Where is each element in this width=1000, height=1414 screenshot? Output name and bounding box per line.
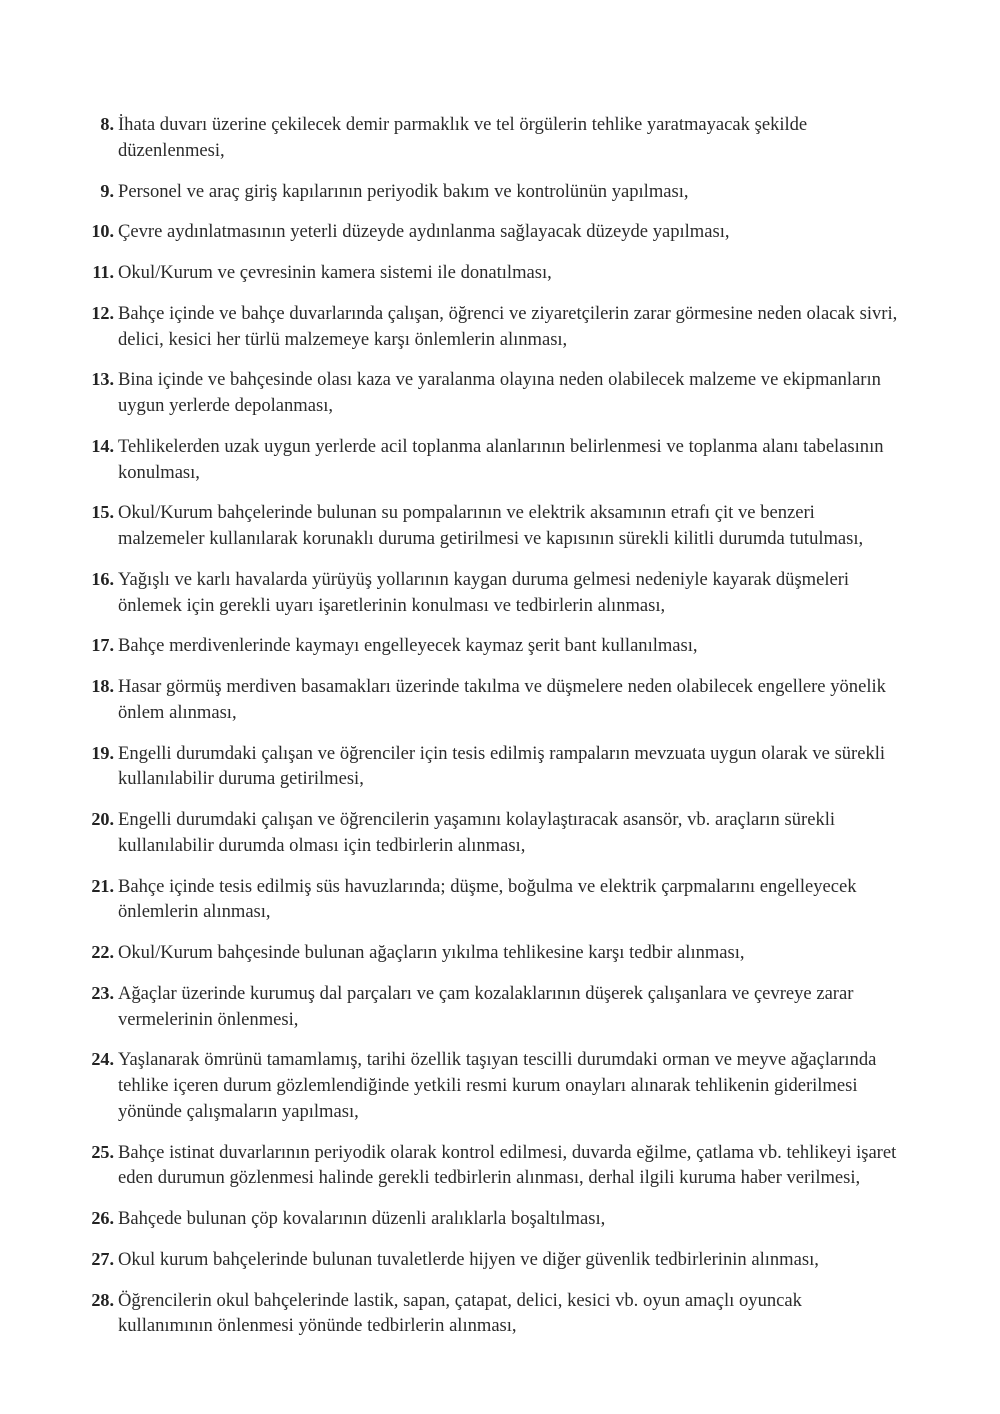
list-item-number: 22. bbox=[91, 942, 114, 962]
list-item-number: 11. bbox=[92, 262, 114, 282]
list-item-number: 19. bbox=[91, 742, 114, 763]
list-item bbox=[88, 674, 900, 726]
list-item-number: 24. bbox=[91, 1049, 114, 1070]
list-item-text: Okul kurum bahçelerinde bulunan tuvaletlerde hijyen ve diğer güvenlik tedbirlerinin alınması, bbox=[118, 1248, 819, 1270]
list-item-text: Bahçe içinde ve bahçe duvarlarında çalışan, öğrenci ve ziyaretçilerin zarar görmesine neden olacak sivri, delici, kesici her türlü malzemeye karşı önlemlerin alınması, bbox=[118, 302, 898, 350]
list-item-number: 26. bbox=[91, 1208, 114, 1228]
list-item-text: Ağaçlar üzerinde kurumuş dal parçaları ve çam kozalaklarının düşerek çalışanlara ve çevreye zarar vermelerinin önlenmesi, bbox=[118, 982, 854, 1030]
list-item bbox=[88, 367, 900, 419]
list-item-number: 10. bbox=[91, 221, 114, 242]
list-item-text: Çevre aydınlatmasının yeterli düzeyde aydınlanma sağlayacak düzeyde yapılması, bbox=[118, 221, 730, 243]
list-item bbox=[88, 741, 900, 793]
document-body bbox=[88, 112, 900, 1339]
list-item-text: İhata duvarı üzerine çekilecek demir parmaklık ve tel örgülerin tehlike yaratmayacak şekilde düzenlenmesi, bbox=[118, 114, 808, 161]
list-item-text: Yağışlı ve karlı havalarda yürüyüş yollarının kaygan duruma gelmesi nedeniyle kayarak düşmeleri önlemek için gerekli uyarı işaretlerinin konulması ve tedbirlerin alınması, bbox=[118, 568, 850, 616]
list-item bbox=[88, 633, 900, 659]
list-item bbox=[88, 1288, 900, 1340]
list-item-number: 8. bbox=[100, 114, 114, 134]
list-item-text: Okul/Kurum bahçelerinde bulunan su pompalarının ve elektrik aksamının etrafı çit ve benzeri malzemeler kullanılarak korunaklı duruma getirilmesi ve kapısının sürekli kilitli durumda tutulması, bbox=[118, 502, 864, 549]
list-item-number: 16. bbox=[91, 568, 114, 589]
list-item-text: Bahçe istinat duvarlarının periyodik olarak kontrol edilmesi, duvarda eğilme, çatlama vb. tehlikeyi işaret eden durumun gözlenmesi halinde gerekli tedbirlerin alınması, derhal ilgili kuruma haber verilmesi, bbox=[118, 1141, 897, 1189]
list-item-number: 28. bbox=[91, 1289, 114, 1310]
list-item bbox=[88, 434, 900, 486]
list-item-text: Tehlikelerden uzak uygun yerlerde acil toplanma alanlarının belirlenmesi ve toplanma alanı tabelasının konulması, bbox=[118, 435, 884, 483]
list-item bbox=[88, 1047, 900, 1124]
list-item-number: 14. bbox=[91, 435, 114, 456]
list-item-number: 12. bbox=[91, 302, 114, 323]
list-item-text: Bahçe merdivenlerinde kaymayı engelleyecek kaymaz şerit bant kullanılması, bbox=[118, 635, 698, 657]
list-item bbox=[88, 112, 900, 164]
list-item bbox=[88, 301, 900, 353]
list-item-text: Okul/Kurum ve çevresinin kamera sistemi ile donatılması, bbox=[118, 262, 552, 283]
list-item-number: 20. bbox=[91, 809, 114, 829]
numbered-list bbox=[88, 112, 900, 1339]
list-item-text: Engelli durumdaki çalışan ve öğrencilerin yaşamını kolaylaştıracak asansör, vb. araçların sürekli kullanılabilir durumda olması için tedbirlerin alınması, bbox=[118, 809, 836, 856]
list-item bbox=[88, 179, 900, 205]
list-item-text: Bina içinde ve bahçesinde olası kaza ve yaralanma olayına neden olabilecek malzeme ve ekipmanların uygun yerlerde depolanması, bbox=[118, 369, 881, 416]
list-item-number: 18. bbox=[91, 676, 114, 696]
list-item-number: 23. bbox=[91, 982, 114, 1003]
list-item-number: 15. bbox=[91, 502, 114, 523]
list-item-text: Okul/Kurum bahçesinde bulunan ağaçların yıkılma tehlikesine karşı tedbir alınması, bbox=[118, 942, 745, 963]
list-item bbox=[88, 940, 900, 966]
list-item-text: Öğrencilerin okul bahçelerinde lastik, sapan, çatapat, delici, kesici vb. oyun amaçlı oyuncak kullanımının önlenmesi yönünde tedbirlerin alınması, bbox=[118, 1289, 802, 1337]
list-item-text: Personel ve araç giriş kapılarının periyodik bakım ve kontrolünün yapılması, bbox=[118, 180, 689, 202]
list-item bbox=[88, 567, 900, 619]
list-item bbox=[88, 874, 900, 926]
list-item-number: 17. bbox=[91, 635, 114, 656]
list-item bbox=[88, 807, 900, 859]
list-item-text: Hasar görmüş merdiven basamakları üzerinde takılma ve düşmelere neden olabilecek engellere yönelik önlem alınması, bbox=[118, 676, 886, 723]
list-item-number: 9. bbox=[100, 180, 114, 201]
list-item bbox=[88, 1206, 900, 1232]
list-item-text: Engelli durumdaki çalışan ve öğrenciler için tesis edilmiş rampaların mevzuata uygun olarak ve sürekli kullanılabilir duruma getirilmesi, bbox=[118, 742, 886, 790]
list-item bbox=[88, 1140, 900, 1192]
list-item bbox=[88, 219, 900, 245]
list-item-number: 27. bbox=[91, 1248, 114, 1269]
list-item-text: Yaşlanarak ömrünü tamamlamış, tarihi özellik taşıyan tescilli durumdaki orman ve meyve ağaçlarında tehlike içeren durum gözlemlendiğinde yetkili resmi kurum onayları alınarak tehlikenin giderilmesi yönünde çalışmaların yapılması, bbox=[118, 1049, 877, 1122]
list-item bbox=[88, 981, 900, 1033]
list-item-number: 25. bbox=[91, 1141, 114, 1162]
list-item-number: 21. bbox=[91, 875, 114, 896]
list-item bbox=[88, 500, 900, 552]
list-item-number: 13. bbox=[91, 369, 114, 390]
list-item bbox=[88, 260, 900, 286]
list-item-text: Bahçe içinde tesis edilmiş süs havuzlarında; düşme, boğulma ve elektrik çarpmalarını engelleyecek önlemlerin alınması, bbox=[118, 875, 857, 923]
list-item-text: Bahçede bulunan çöp kovalarının düzenli aralıklarla boşaltılması, bbox=[118, 1208, 606, 1229]
list-item bbox=[88, 1247, 900, 1273]
